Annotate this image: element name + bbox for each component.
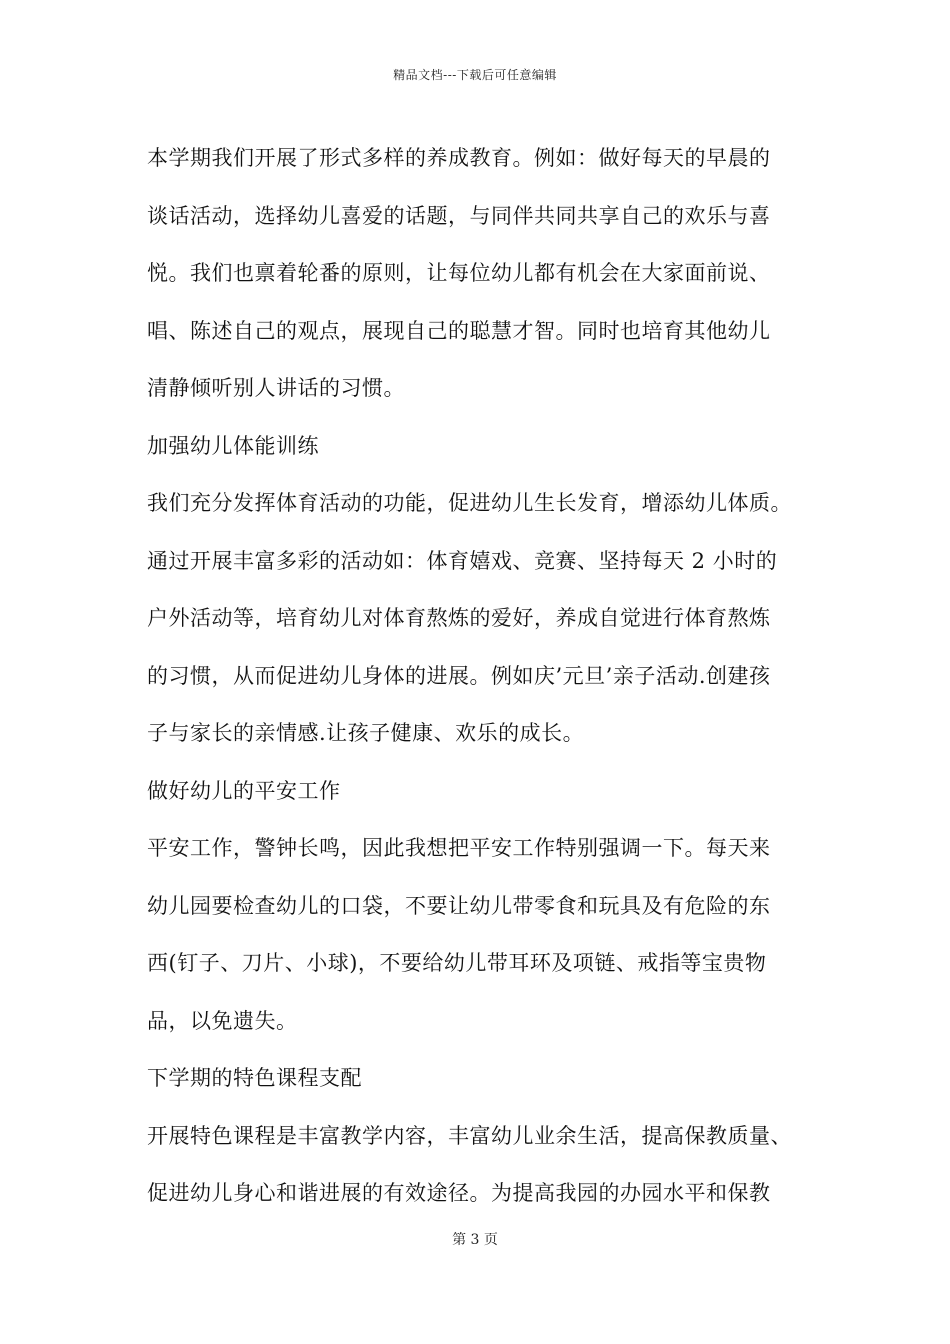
text-line: 通过开展丰富多彩的活动如：体育嬉戏、竞赛、坚持每天 2 小时的 [147, 548, 778, 573]
text-line: 子与家长的亲情感.让孩子健康、欢乐的成长。 [147, 721, 585, 745]
text-line: 品，以免遗失。 [147, 1008, 298, 1033]
text-line: 悦。我们也禀着轮番的原则，让每位幼儿都有机会在大家面前说、 [147, 261, 771, 285]
text-line: 平安工作，警钟长鸣，因此我想把平安工作特别强调一下。每天来 [147, 836, 771, 860]
section-heading: 下学期的特色课程支配 [147, 1066, 362, 1090]
page-header: 精品文档---下载后可任意编辑 [393, 68, 557, 82]
text-line: 促进幼儿身心和谐进展的有效途径。为提高我园的办园水平和保教 [147, 1181, 771, 1205]
text-line: 本学期我们开展了形式多样的养成教育。例如：做好每天的早晨的 [147, 146, 771, 170]
text-line: 开展特色课程是丰富教学内容，丰富幼儿业余生活，提高保教质量、 [147, 1123, 792, 1148]
text-line: 西(钉子、刀片、小球)，不要给幼儿带耳环及项链、戒指等宝贵物 [147, 951, 767, 975]
text-line: 户外活动等，培育幼儿对体育熬炼的爱好，养成自觉进行体育熬炼 [147, 606, 771, 630]
text-line: 谈话活动，选择幼儿喜爱的话题，与同伴共同共享自己的欢乐与喜 [147, 203, 771, 228]
text-line: 我们充分发挥体育活动的功能，促进幼儿生长发育，增添幼儿体质。 [147, 491, 792, 515]
text-line: 幼儿园要检查幼儿的口袋，不要让幼儿带零食和玩具及有危险的东 [147, 893, 771, 918]
page-number: 第 3 页 [452, 1232, 498, 1248]
text-line: 唱、陈述自己的观点，展现自己的聪慧才智。同时也培育其他幼儿 [147, 318, 771, 343]
text-line: 清静倾听别人讲话的习惯。 [147, 376, 405, 400]
text-line: 的习惯，从而促进幼儿身体的进展。例如庆’元旦’亲子活动.创建孩 [147, 663, 771, 688]
document-body [147, 130, 827, 1223]
section-heading: 做好幼儿的平安工作 [147, 778, 341, 803]
section-heading: 加强幼儿体能训练 [147, 433, 319, 458]
